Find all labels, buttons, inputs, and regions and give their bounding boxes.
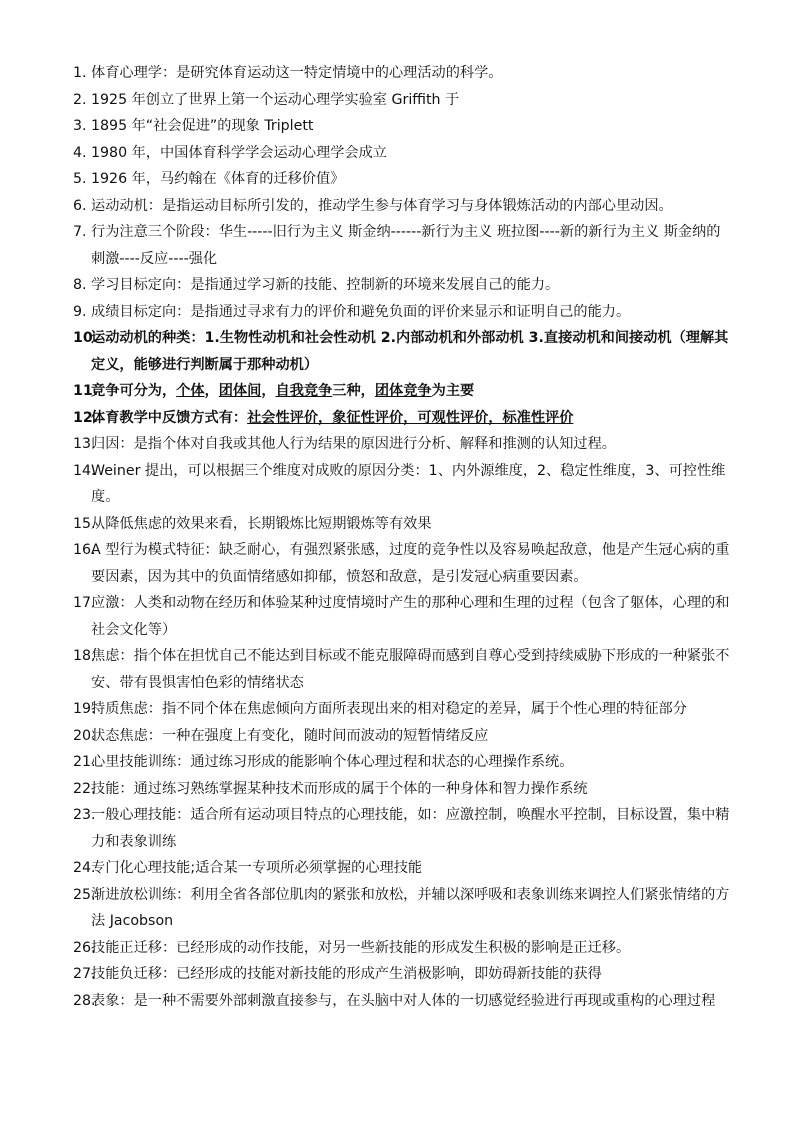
item-number: 3. [73, 118, 87, 134]
item-text-part: ， [204, 383, 219, 399]
item-text: 1980 年，中国体育科学学会运动心理学会成立 [91, 144, 387, 161]
item-number: 20. [73, 727, 96, 744]
item-text: 体育心理学：是研究体育运动这一特定情境中的心理活动的科学。 [91, 65, 503, 81]
list-item-14 [0, 458, 794, 511]
item-text: 技能：通过练习熟练掌握某种技术而形成的属于个体的一种身体和智力操作系统 [91, 780, 588, 797]
list-item-17 [0, 590, 794, 643]
item-text: 心里技能训练：通过练习形成的能影响个体心理过程和状态的心理操作系统。 [91, 754, 574, 770]
list-item-5 [0, 166, 794, 193]
item-number: 8. [73, 277, 87, 293]
item-text: 应激：人类和动物在经历和体验某种过度情境时产生的那种心理和生理的过程（包含了躯体，心理的和社会文化等） [91, 595, 730, 638]
item-number: 19. [73, 701, 96, 717]
item-number: 27. [73, 966, 96, 982]
underlined-term: 团体竞争 [374, 383, 432, 399]
item-number: 24. [73, 860, 96, 876]
list-item-9 [0, 299, 794, 326]
item-text: 焦虑：指个体在担忧自己不能达到目标或不能克服障碍而感到自尊心受到持续威胁下形成的一种紧张不安、带有畏惧害怕色彩的情绪状态 [91, 648, 730, 691]
item-text: 学习目标定向：是指通过学习新的技能、控制新的环境来发展自己的能力。 [91, 277, 560, 293]
item-text: 技能正迁移：已经形成的动作技能，对另一些新技能的形成发生积极的影响是正迁移。 [91, 939, 631, 956]
item-number: 2. [73, 91, 87, 108]
document-page [0, 60, 794, 1014]
item-text-part: 体育教学中反馈方式有： [91, 409, 248, 426]
item-number: 22. [73, 780, 96, 797]
list-item-15 [0, 511, 794, 538]
underlined-term: 自我竞争 [275, 383, 333, 399]
item-number: 23. [73, 807, 96, 823]
list-item-24 [0, 855, 794, 882]
item-text: 渐进放松训练：利用全省各部位肌肉的紧张和放松，并辅以深呼吸和表象训练来调控人们紧张情绪的方法 Jacobson [91, 886, 730, 929]
list-item-6 [0, 193, 794, 220]
item-number: 17. [73, 595, 96, 611]
list-item-28 [0, 988, 794, 1015]
item-text: 一般心理技能：适合所有运动项目特点的心理技能，如：应激控制，唤醒水平控制，目标设置，集中精力和表象训练 [91, 807, 730, 850]
list-item-8 [0, 272, 794, 299]
item-number: 11. [73, 383, 99, 399]
item-number: 4. [73, 144, 87, 161]
list-item-7 [0, 219, 794, 272]
underlined-term: 个体 [176, 383, 205, 399]
item-text: 从降低焦虑的效果来看，长期锻炼比短期锻炼等有效果 [91, 515, 432, 532]
item-number: 5. [73, 171, 87, 187]
item-number: 26. [73, 939, 96, 956]
list-item-10 [0, 325, 794, 378]
list-item-13 [0, 431, 794, 458]
item-number: 7. [73, 224, 87, 240]
item-text: 专门化心理技能;适合某一专项所必须掌握的心理技能 [91, 860, 423, 876]
item-number: 1. [73, 65, 87, 81]
item-text: 1925 年创立了世界上第一个运动心理学实验室 Griffith 于 [91, 91, 460, 108]
item-number: 15. [73, 515, 96, 532]
item-number: 9. [73, 303, 87, 320]
list-item-12 [0, 405, 794, 432]
item-text: 技能负迁移：已经形成的技能对新技能的形成产生消极影响，即妨碍新技能的获得 [91, 966, 602, 982]
item-number: 14. [73, 462, 96, 479]
item-number: 28. [73, 992, 96, 1009]
item-number: 12. [73, 409, 99, 426]
item-text: 1926 年，马约翰在《体育的迁移价值》 [91, 171, 345, 187]
item-text: 运动动机：是指运动目标所引发的，推动学生参与体育学习与身体锻炼活动的内部心里动因。 [91, 197, 673, 214]
item-text-part: ， [261, 383, 276, 399]
item-text: 状态焦虑：一种在强度上有变化，随时间而波动的短暂情绪反应 [91, 727, 489, 744]
item-number: 16. [73, 542, 96, 558]
list-item-19 [0, 696, 794, 723]
item-text-part: 为主要 [431, 383, 475, 399]
underlined-term: 社会性评价，象征性评价，可观性评价，标准性评价 [247, 409, 574, 426]
list-item-11 [0, 378, 794, 405]
item-text: 1895 年“社会促进”的现象 Triplett [91, 118, 314, 134]
item-number: 21. [73, 754, 96, 770]
list-item-4 [0, 140, 794, 167]
item-text-part: 三种， [332, 383, 375, 399]
item-number: 6. [73, 197, 87, 214]
item-number: 25. [73, 886, 96, 903]
item-text-part: 竞争可分为， [91, 383, 177, 399]
list-item-21 [0, 749, 794, 776]
item-text: 表象：是一种不需要外部刺激直接参与，在头脑中对人体的一切感觉经验进行再现或重构的心理过程 [91, 992, 716, 1009]
item-number: 13. [73, 436, 96, 452]
item-text: Weiner 提出，可以根据三个维度对成败的原因分类：1、内外源维度，2、稳定性维度，3、可控性维度。 [91, 462, 726, 505]
item-text: 特质焦虑：指不同个体在焦虑倾向方面所表现出来的相对稳定的差异，属于个性心理的特征部分 [91, 701, 687, 717]
list-item-25 [0, 882, 794, 935]
underlined-term: 团体间 [218, 383, 262, 399]
item-text: 归因：是指个体对自我或其他人行为结果的原因进行分析、解释和推测的认知过程。 [91, 436, 616, 452]
list-item-1 [0, 60, 794, 87]
list-item-2 [0, 87, 794, 114]
list-item-26 [0, 935, 794, 962]
list-item-3 [0, 113, 794, 140]
item-text: 运动动机的种类：1.生物性动机和社会性动机 2.内部动机和外部动机 3.直接动机和间接动机（理解其定义，能够进行判断属于那种动机） [91, 330, 729, 373]
item-number: 10. [73, 330, 99, 346]
item-number: 18. [73, 648, 96, 664]
list-item-18 [0, 643, 794, 696]
item-text: 行为注意三个阶段：华生-----旧行为主义 斯金纳------新行为主义 班拉图----新的新行为主义 斯金纳的 刺激----反应----强化 [91, 224, 721, 267]
list-item-22 [0, 776, 794, 803]
list-item-20 [0, 723, 794, 750]
list-item-23 [0, 802, 794, 855]
item-text: A 型行为模式特征：缺乏耐心，有强烈紧张感，过度的竞争性以及容易唤起敌意，他是产生冠心病的重要因素，因为其中的负面情绪感如抑郁，愤怒和敌意，是引发冠心病重要因素。 [91, 542, 730, 585]
item-text: 成绩目标定向：是指通过寻求有力的评价和避免负面的评价来显示和证明自己的能力。 [91, 303, 631, 320]
list-item-16 [0, 537, 794, 590]
list-item-27 [0, 961, 794, 988]
